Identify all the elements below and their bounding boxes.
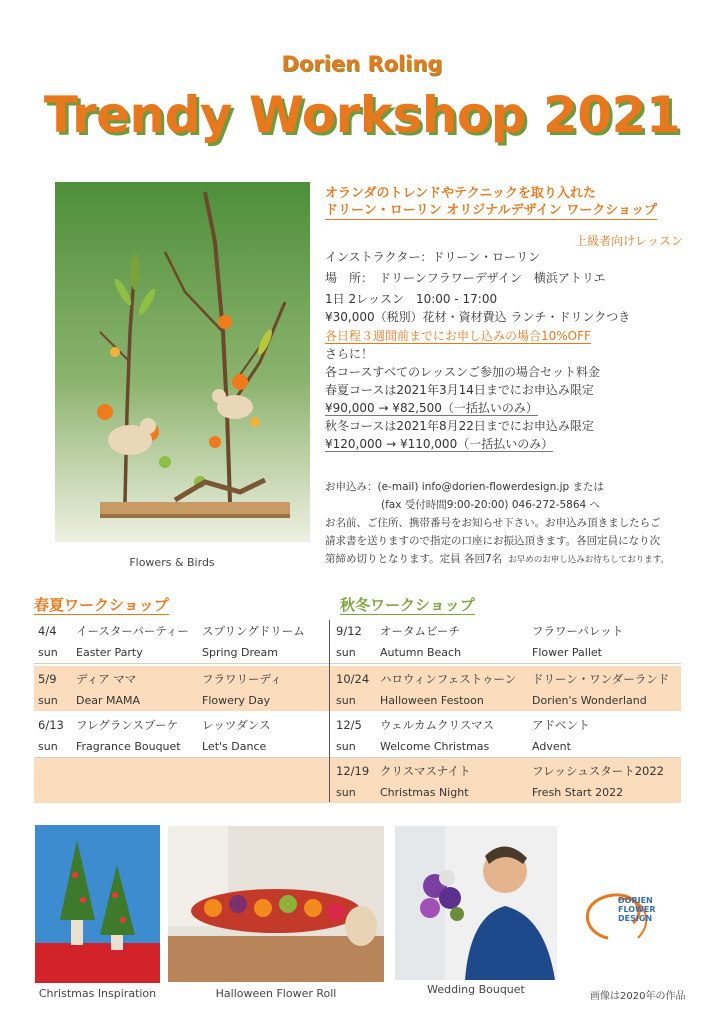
table-row — [34, 618, 681, 664]
spring-workshop-title: 春夏ワークショップ — [34, 596, 169, 614]
autumn-deadline: 秋冬コースは2021年8月22日までにお申込み限定 — [325, 419, 594, 433]
discount-line: 各日程３週間前までにお申し込みの場合10%OFF — [325, 329, 591, 343]
info-block — [325, 185, 690, 219]
spring-lesson-b-jp: レッツダンス — [202, 718, 271, 732]
autumn-lesson-b-en: Advent — [532, 740, 571, 753]
level-label: 上級者向けレッスン — [575, 234, 683, 248]
spring-lesson-a-en: Easter Party — [76, 646, 143, 659]
autumn-date: 10/24 — [336, 672, 370, 686]
autumn-lesson-a-en: Autumn Beach — [380, 646, 462, 659]
autumn-lesson-a-en: Halloween Festoon — [380, 694, 484, 707]
autumn-lesson-b-jp: フレッシュスタート2022 — [532, 764, 664, 778]
dorien-flower-design-logo — [578, 888, 688, 948]
spring-price: ¥90,000 → ¥82,500（一括払いのみ） — [325, 401, 538, 415]
table-row — [34, 666, 681, 711]
spring-day: sun — [38, 694, 58, 707]
autumn-lesson-a-jp: オータムビーチ — [380, 624, 461, 638]
spring-lesson-b-en: Flowery Day — [202, 694, 271, 707]
spring-lesson-a-en: Dear MAMA — [76, 694, 141, 707]
autumn-lesson-a-jp: ハロウィンフェストゥーン — [380, 672, 517, 686]
autumn-lesson-b-en: Flower Pallet — [532, 646, 602, 659]
column-divider — [329, 620, 330, 802]
apply-line-3: お名前、ご住所、携帯番号をお知らせ下さい。お申込み頂きましたらご — [325, 517, 661, 529]
autumn-day: sun — [336, 740, 356, 753]
venue-line: 場 所： ドリーンフラワーデザイン 横浜アトリエ — [325, 271, 606, 285]
apply-line-1: お申込み：(e-mail) info@dorien-flowerdesign.jp または — [325, 481, 605, 493]
christmas-caption: Christmas Inspiration — [38, 987, 157, 1000]
autumn-day: sun — [336, 646, 356, 659]
table-row — [34, 758, 681, 803]
autumn-day: sun — [336, 694, 356, 707]
halloween-caption: Halloween Flower Roll — [215, 987, 337, 1000]
spring-lesson-a-jp: イースターパーティー — [76, 624, 189, 638]
brand-name: Dorien Roling — [281, 52, 443, 76]
autumn-lesson-b-jp: フラワーパレット — [532, 624, 624, 638]
spring-day: sun — [38, 646, 58, 659]
wedding-caption: Wedding Bouquet — [427, 983, 525, 996]
schedule-table — [34, 618, 681, 804]
autumn-date: 9/12 — [336, 624, 362, 638]
autumn-lesson-a-en: Welcome Christmas — [380, 740, 490, 753]
wedding-photo — [395, 826, 557, 980]
autumn-lesson-a-jp: ウェルカムクリスマス — [380, 718, 495, 732]
spring-lesson-b-jp: スプリングドリーム — [202, 624, 305, 638]
spring-lesson-b-en: Let's Dance — [202, 740, 267, 753]
autumn-workshop-title: 秋冬ワークショップ — [340, 596, 475, 614]
main-photo-caption: Flowers & Birds — [129, 556, 215, 569]
spring-date: 6/13 — [38, 718, 64, 732]
schedule-line: 1日 2レッスン 10:00 - 17:00 — [325, 292, 498, 306]
apply-line-2: (fax 受付時間9:00-20:00) 046-272-5864 へ — [381, 499, 601, 511]
autumn-lesson-a-en: Christmas Night — [380, 786, 469, 799]
logo-line-3: DESIGN — [618, 914, 653, 923]
table-row — [34, 712, 681, 758]
set-price-line: 各コースすべてのレッスンご参加の場合セット料金 — [325, 365, 601, 379]
autumn-lesson-b-en: Fresh Start 2022 — [532, 786, 624, 799]
autumn-lesson-a-jp: クリスマスナイト — [380, 764, 471, 778]
flowers-birds-photo — [55, 182, 310, 542]
spring-lesson-a-en: Fragrance Bouquet — [76, 740, 181, 753]
image-note: 画像は2020年の作品 — [590, 991, 686, 1002]
apply-line-5: 第締め切りとなります。定員 各回7名 — [325, 553, 503, 565]
autumn-day: sun — [336, 786, 356, 799]
further-line: さらに！ — [325, 347, 374, 361]
autumn-date: 12/5 — [336, 718, 362, 732]
spring-lesson-a-jp: ディア ママ — [76, 672, 137, 686]
page-title: Trendy Workshop 2021 — [43, 86, 681, 144]
autumn-price: ¥120,000 → ¥110,000（一括払いのみ） — [325, 437, 554, 451]
spring-lesson-a-jp: フレグランスブーケ — [76, 718, 179, 732]
spring-date: 4/4 — [38, 624, 57, 638]
apply-line-4: 請求書を送りますので指定の口座にお振込頂きます。各回定員になり次 — [325, 535, 661, 547]
price-line: ¥30,000（税別）花材・資材費込 ランチ・ドリンクつき — [325, 310, 631, 324]
spring-lesson-b-jp: フラワリーディ — [202, 672, 282, 686]
spring-deadline: 春夏コースは2021年3月14日までにお申込み限定 — [325, 383, 594, 397]
spring-lesson-b-en: Spring Dream — [202, 646, 278, 659]
autumn-lesson-b-en: Dorien's Wonderland — [532, 694, 647, 707]
autumn-lesson-b-jp: ドリーン・ワンダーランド — [532, 672, 670, 686]
autumn-date: 12/19 — [336, 764, 370, 778]
christmas-photo — [35, 825, 160, 983]
logo-line-2: FLOWER — [618, 905, 656, 914]
logo-line-1: DORIEN — [618, 896, 653, 905]
headline-line-2: ドリーン・ローリン オリジナルデザイン ワークショップ — [325, 203, 657, 218]
halloween-photo — [168, 826, 384, 982]
spring-day: sun — [38, 740, 58, 753]
instructor-line: インストラクター：ドリーン・ローリン — [325, 250, 541, 264]
autumn-lesson-b-jp: アドベント — [532, 718, 590, 732]
spring-date: 5/9 — [38, 672, 57, 686]
headline-line-1: オランダのトレンドやテクニックを取り入れた — [325, 186, 596, 201]
apply-note: お早めのお申し込みお待ちしております。 — [508, 555, 670, 565]
